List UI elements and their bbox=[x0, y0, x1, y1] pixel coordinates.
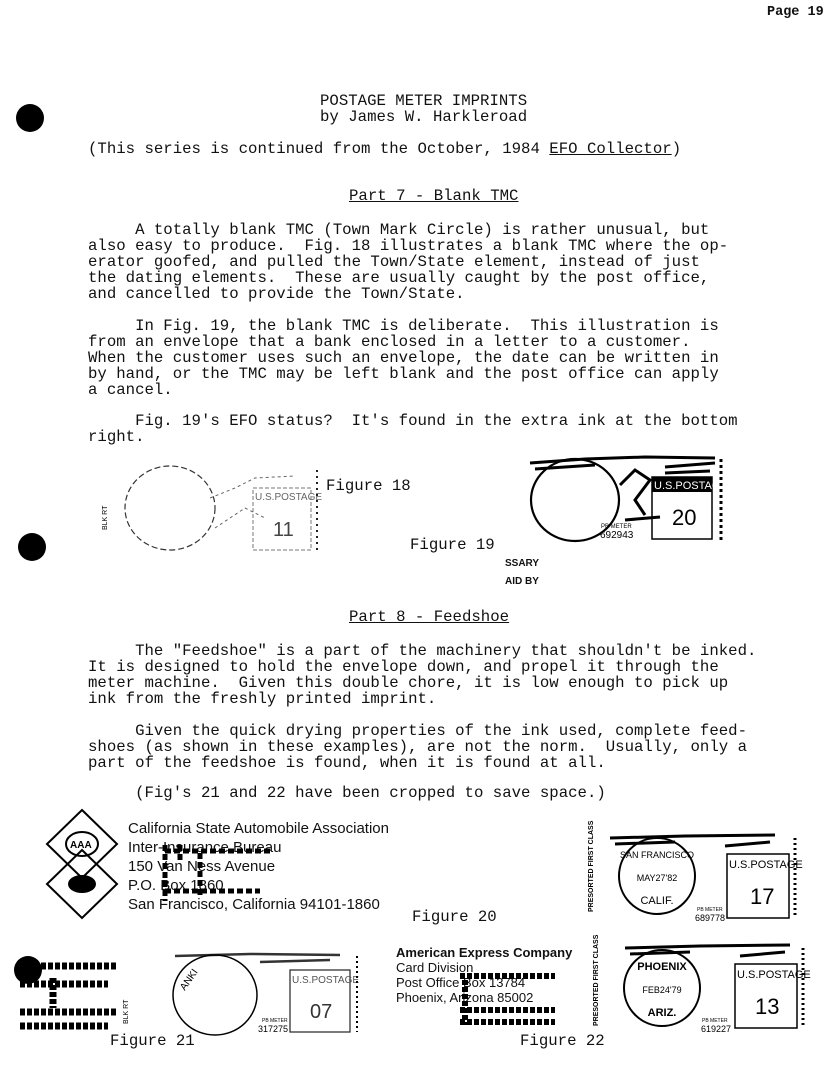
feedshoe-ink bbox=[455, 970, 565, 1030]
state-name: ARIZ. bbox=[647, 1007, 677, 1019]
meter-stamp-fig19 bbox=[525, 455, 740, 545]
text-line: and cancelled to provide the Town/State. bbox=[88, 285, 465, 303]
meter-label: PB METER bbox=[702, 1018, 728, 1024]
address-line: Post Office Box 13784 bbox=[396, 975, 526, 990]
postage-label: U.S.POSTAGE bbox=[292, 975, 360, 986]
text-line: Fig. 19's EFO status? It's found in the extra ink at the bottom bbox=[88, 412, 738, 430]
meter-stamp-fig18 bbox=[95, 468, 325, 553]
feedshoe-ink bbox=[18, 958, 128, 1033]
address-line: California State Automobile Association bbox=[128, 820, 389, 837]
logo-text: AAA bbox=[70, 840, 92, 851]
feedshoe-ink bbox=[160, 843, 280, 903]
meter-number: 317275 bbox=[258, 1024, 289, 1034]
text-line: It is designed to hold the envelope down, and propel it through the bbox=[88, 658, 719, 676]
meter-label: PB METER bbox=[262, 1018, 288, 1024]
aaa-logo bbox=[45, 808, 120, 918]
envelope-fragment: AID BY bbox=[505, 576, 539, 587]
side-text: BLK RT bbox=[102, 505, 109, 530]
article-byline: by James W. Harkleroad bbox=[320, 108, 528, 126]
text-line: The "Feedshoe" is a part of the machinery that shouldn't be inked. bbox=[88, 642, 757, 660]
punch-hole bbox=[18, 533, 46, 561]
postage-value: 20 bbox=[672, 505, 697, 530]
endorsement: PRESORTED FIRST CLASS bbox=[588, 820, 595, 912]
text-line: part of the feedshoe is found, when it is found at all. bbox=[88, 754, 606, 772]
figure-21-label: Figure 21 bbox=[110, 1032, 195, 1050]
address-line: San Francisco, California 94101-1860 bbox=[128, 896, 380, 913]
continuation-note bbox=[88, 141, 681, 157]
meter-stamp-fig22 bbox=[580, 934, 811, 1034]
text-line: shoes (as shown in these examples), are not the norm. Usually, only a bbox=[88, 738, 747, 756]
text-line: also easy to produce. Fig. 18 illustrates a blank TMC where the op- bbox=[88, 237, 729, 255]
postmark-date: MAY27'82 bbox=[636, 873, 678, 883]
postage-label: U.S.POSTAGE bbox=[255, 492, 323, 503]
text-line: In Fig. 19, the blank TMC is deliberate. This illustration is bbox=[88, 317, 719, 335]
postage-label: U.S.POSTAGE bbox=[737, 969, 811, 981]
envelope-fragment: SSARY bbox=[505, 558, 540, 569]
state-name: CALIF. bbox=[640, 895, 674, 907]
side-text: BLK RT bbox=[123, 999, 130, 1024]
part8-heading: Part 8 - Feedshoe bbox=[349, 608, 510, 626]
meter-number: 689778 bbox=[695, 913, 726, 923]
punch-hole bbox=[16, 104, 44, 132]
address-line: 150 Van Ness Avenue bbox=[128, 858, 276, 875]
text-line: the dating elements. These are usually caught by the post office, bbox=[88, 269, 710, 287]
figure-22-label: Figure 22 bbox=[520, 1032, 605, 1050]
continuation-suffix: ) bbox=[671, 140, 682, 158]
postage-value: 17 bbox=[750, 884, 775, 909]
address-line: P.O. Box 1860 bbox=[128, 877, 224, 894]
postage-label: U.S.POSTAGE bbox=[729, 859, 803, 871]
endorsement: PRESORTED FIRST CLASS bbox=[593, 934, 600, 1026]
figure-19-label: Figure 19 bbox=[410, 536, 495, 554]
part7-heading: Part 7 - Blank TMC bbox=[349, 187, 519, 205]
town-name: SAN FRANCISCO bbox=[619, 850, 695, 860]
publication-name: EFO Collector bbox=[549, 140, 672, 158]
postage-value: 11 bbox=[273, 519, 294, 541]
address-line: American Express Company bbox=[396, 945, 573, 960]
meter-stamp-fig20 bbox=[565, 820, 805, 923]
address-line: Card Division bbox=[396, 960, 474, 975]
text-line: erator goofed, and pulled the Town/State element, instead of just bbox=[88, 253, 700, 271]
text-line: right. bbox=[88, 428, 145, 446]
address-line: Phoenix, Arizona 85002 bbox=[396, 990, 534, 1005]
postage-label: U.S.POSTAGE bbox=[654, 480, 728, 492]
continuation-text: (This series is continued from the October, 1984 bbox=[88, 140, 550, 158]
postmark-date: FEB24'79 bbox=[642, 985, 682, 995]
text-line: meter machine. Given this double chore, it is low enough to pick up bbox=[88, 674, 729, 692]
meter-stamp-fig21 bbox=[170, 950, 365, 1035]
text-line: Given the quick drying properties of the ink used, complete feed- bbox=[88, 722, 747, 740]
postage-value: 13 bbox=[755, 994, 780, 1019]
article-title: POSTAGE METER IMPRINTS bbox=[320, 92, 528, 110]
text-line: When the customer uses such an envelope, the date can be written in bbox=[88, 349, 719, 367]
text-line: ink from the freshly printed imprint. bbox=[88, 690, 437, 708]
meter-number: 692943 bbox=[600, 530, 634, 541]
town-fragment: ANKI bbox=[178, 967, 201, 993]
town-name: PHOENIX bbox=[637, 961, 687, 973]
meter-label: PB METER bbox=[601, 524, 632, 530]
figure-18-label: Figure 18 bbox=[326, 477, 411, 495]
page-number: Page 19 bbox=[767, 5, 824, 20]
address-line: Inter-Insurance Bureau bbox=[128, 839, 282, 856]
meter-number: 619227 bbox=[701, 1024, 732, 1034]
figure-20-label: Figure 20 bbox=[412, 908, 497, 926]
text-line: a cancel. bbox=[88, 381, 173, 399]
postage-value: 07 bbox=[310, 1001, 333, 1023]
text-line: from an envelope that a bank enclosed in a letter to a customer. bbox=[88, 333, 691, 351]
text-line: A totally blank TMC (Town Mark Circle) is rather unusual, but bbox=[88, 221, 710, 239]
text-line: (Fig's 21 and 22 have been cropped to save space.) bbox=[88, 784, 606, 802]
meter-label: PB METER bbox=[697, 907, 723, 913]
text-line: by hand, or the TMC may be left blank and the post office can apply bbox=[88, 365, 719, 383]
